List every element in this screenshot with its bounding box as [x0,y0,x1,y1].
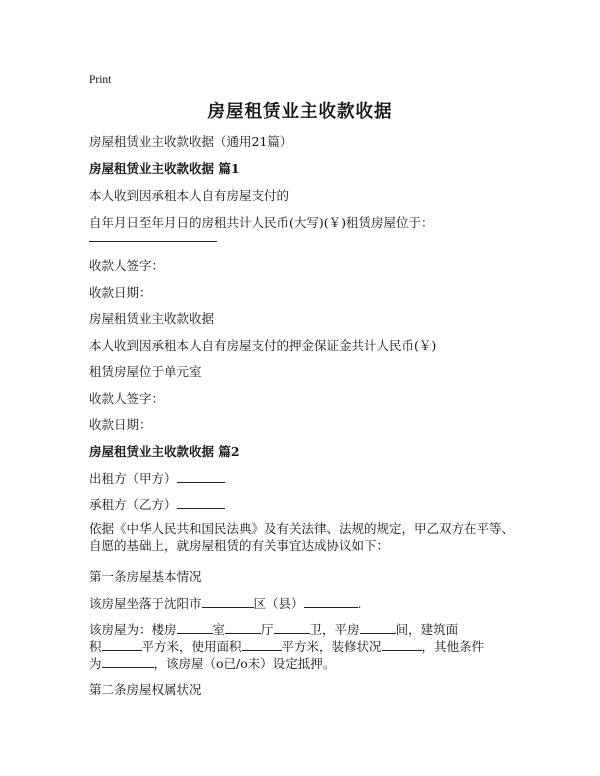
paragraph-line: 租赁房屋位于单元室 [89,364,202,379]
paragraph-line: 收款人签字： [89,391,165,406]
detail-text: 平方米，使用面积 [141,639,242,654]
paragraph-line: 自年月日至年月日的房租共计人民币(大写)(￥)租赁房屋位于： [89,215,434,230]
detail-text: 为 [89,656,102,671]
print-label: Print [89,74,112,86]
tenant-label: 承租方（乙方） [89,497,177,512]
blank-underline [89,230,217,246]
detail-text: 间，建筑面 [395,622,459,637]
detail-text: ，该房屋（o已/o未）设定抵押。 [153,656,336,671]
location-text: 该房屋坐落于沈阳市 [89,596,202,611]
agreement-paragraph: 依据《中华人民共和国民法典》及有关法律、法规的规定，甲乙双方在平等、自愿的基础上，就房屋租赁的有关事宜达成协议如下： [89,521,515,553]
section-heading-1: 房屋租赁业主收款收据 篇1 [89,161,240,176]
landlord-line [89,471,225,487]
section-heading-2: 房屋租赁业主收款收据 篇2 [89,444,240,459]
detail-text: 卫，平房 [309,622,360,637]
detail-text: 厅 [261,622,274,637]
detail-text: 室 [212,622,226,637]
clause-heading: 第二条房屋权属状况 [89,682,202,697]
detail-text: ，其他条件 [421,639,485,654]
paragraph-line: 房屋租赁业主收款收据 [89,311,215,326]
clause-heading: 第一条房屋基本情况 [89,569,202,584]
tenant-line [89,497,225,513]
detail-text: 该房屋为：楼房 [89,622,177,637]
paragraph-line: 本人收到因承租本人自有房屋支付的 [89,188,290,203]
house-details-paragraph [89,621,519,672]
period-text: . [357,596,362,611]
detail-text: 平方米，装修状况 [281,639,382,654]
paragraph-line: 收款人签字： [89,258,165,273]
paragraph-line: 收款日期： [89,417,152,432]
page-title: 房屋租赁业主收款收据 [207,102,393,122]
detail-text: 积 [89,639,102,654]
landlord-label: 出租方（甲方） [89,471,177,486]
paragraph-line: 本人收到因承租本人自有房屋支付的押金保证金共计人民币(￥) [89,338,437,353]
paragraph-line: 收款日期： [89,285,152,300]
district-text: 区（县） [253,596,304,611]
subtitle: 房屋租赁业主收款收据（通用21篇） [89,134,293,149]
location-line [89,596,362,612]
